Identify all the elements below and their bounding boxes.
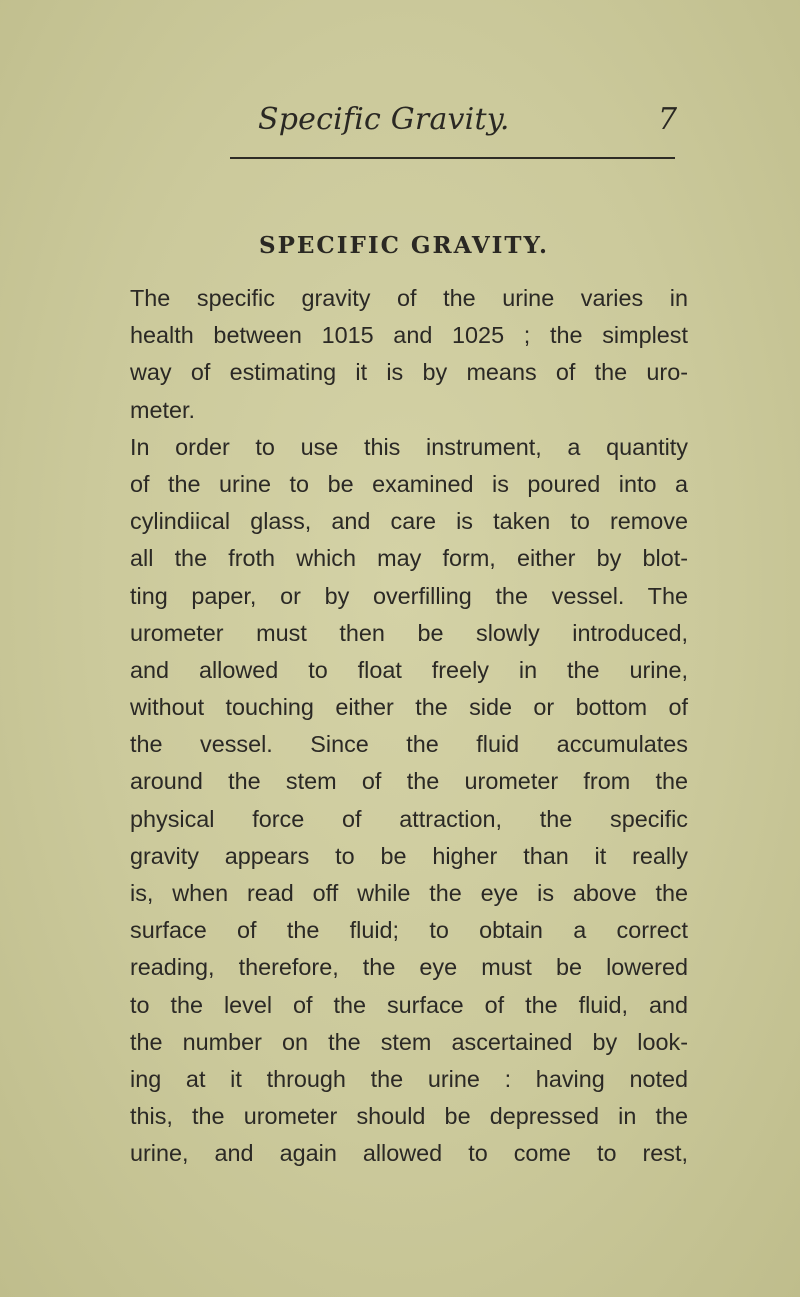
text-line: this, the urometer should be depressed in the [130,1103,688,1130]
text-line: to the level of the surface of the fluid, and [130,991,688,1018]
text-line: the number on the stem ascertained by look- [130,1028,688,1055]
text-line: reading, therefore, the eye must be lowered [130,954,688,981]
text-line: the vessel. Since the fluid accumulates [130,731,688,758]
text-line: The specific gravity of the urine varies in [130,285,688,311]
text-line: ting paper, or by overfilling the vessel. The [130,582,688,609]
text-line: gravity appears to be higher than it really [130,842,688,869]
text-line: way of estimating it is by means of the uro- [130,359,688,386]
text-line: of the urine to be examined is poured into a [130,470,688,497]
header-rule [230,157,675,159]
page-number: 7 [658,102,678,137]
text-line: is, when read off while the eye is above the [130,880,688,906]
text-line: ing at it through the urine : having noted [130,1065,688,1092]
text-line: cylindiical glass, and care is taken to remove [130,508,688,535]
text-line: around the stem of the urometer from the [130,768,688,795]
text-line: and allowed to float freely in the urine, [130,656,688,683]
text-line: urometer must then be slowly introduced, [130,619,688,646]
body-paragraphs [130,280,688,1173]
text-line: meter. [130,396,195,423]
running-title: Specific Gravity. [258,102,510,137]
running-head [0,100,800,150]
text-line: physical force of attraction, the specific [130,805,688,832]
text-line: urine, and again allowed to come to rest, [130,1140,688,1167]
text-line: without touching either the side or bottom of [130,694,688,721]
section-heading: SPECIFIC GRAVITY. [258,232,549,259]
text-line: In order to use this instrument, a quantity [130,433,688,460]
text-line: health between 1015 and 1025 ; the simplest [130,322,688,349]
text-line: surface of the fluid; to obtain a correct [130,917,688,944]
text-line: all the froth which may form, either by blot- [130,545,688,572]
